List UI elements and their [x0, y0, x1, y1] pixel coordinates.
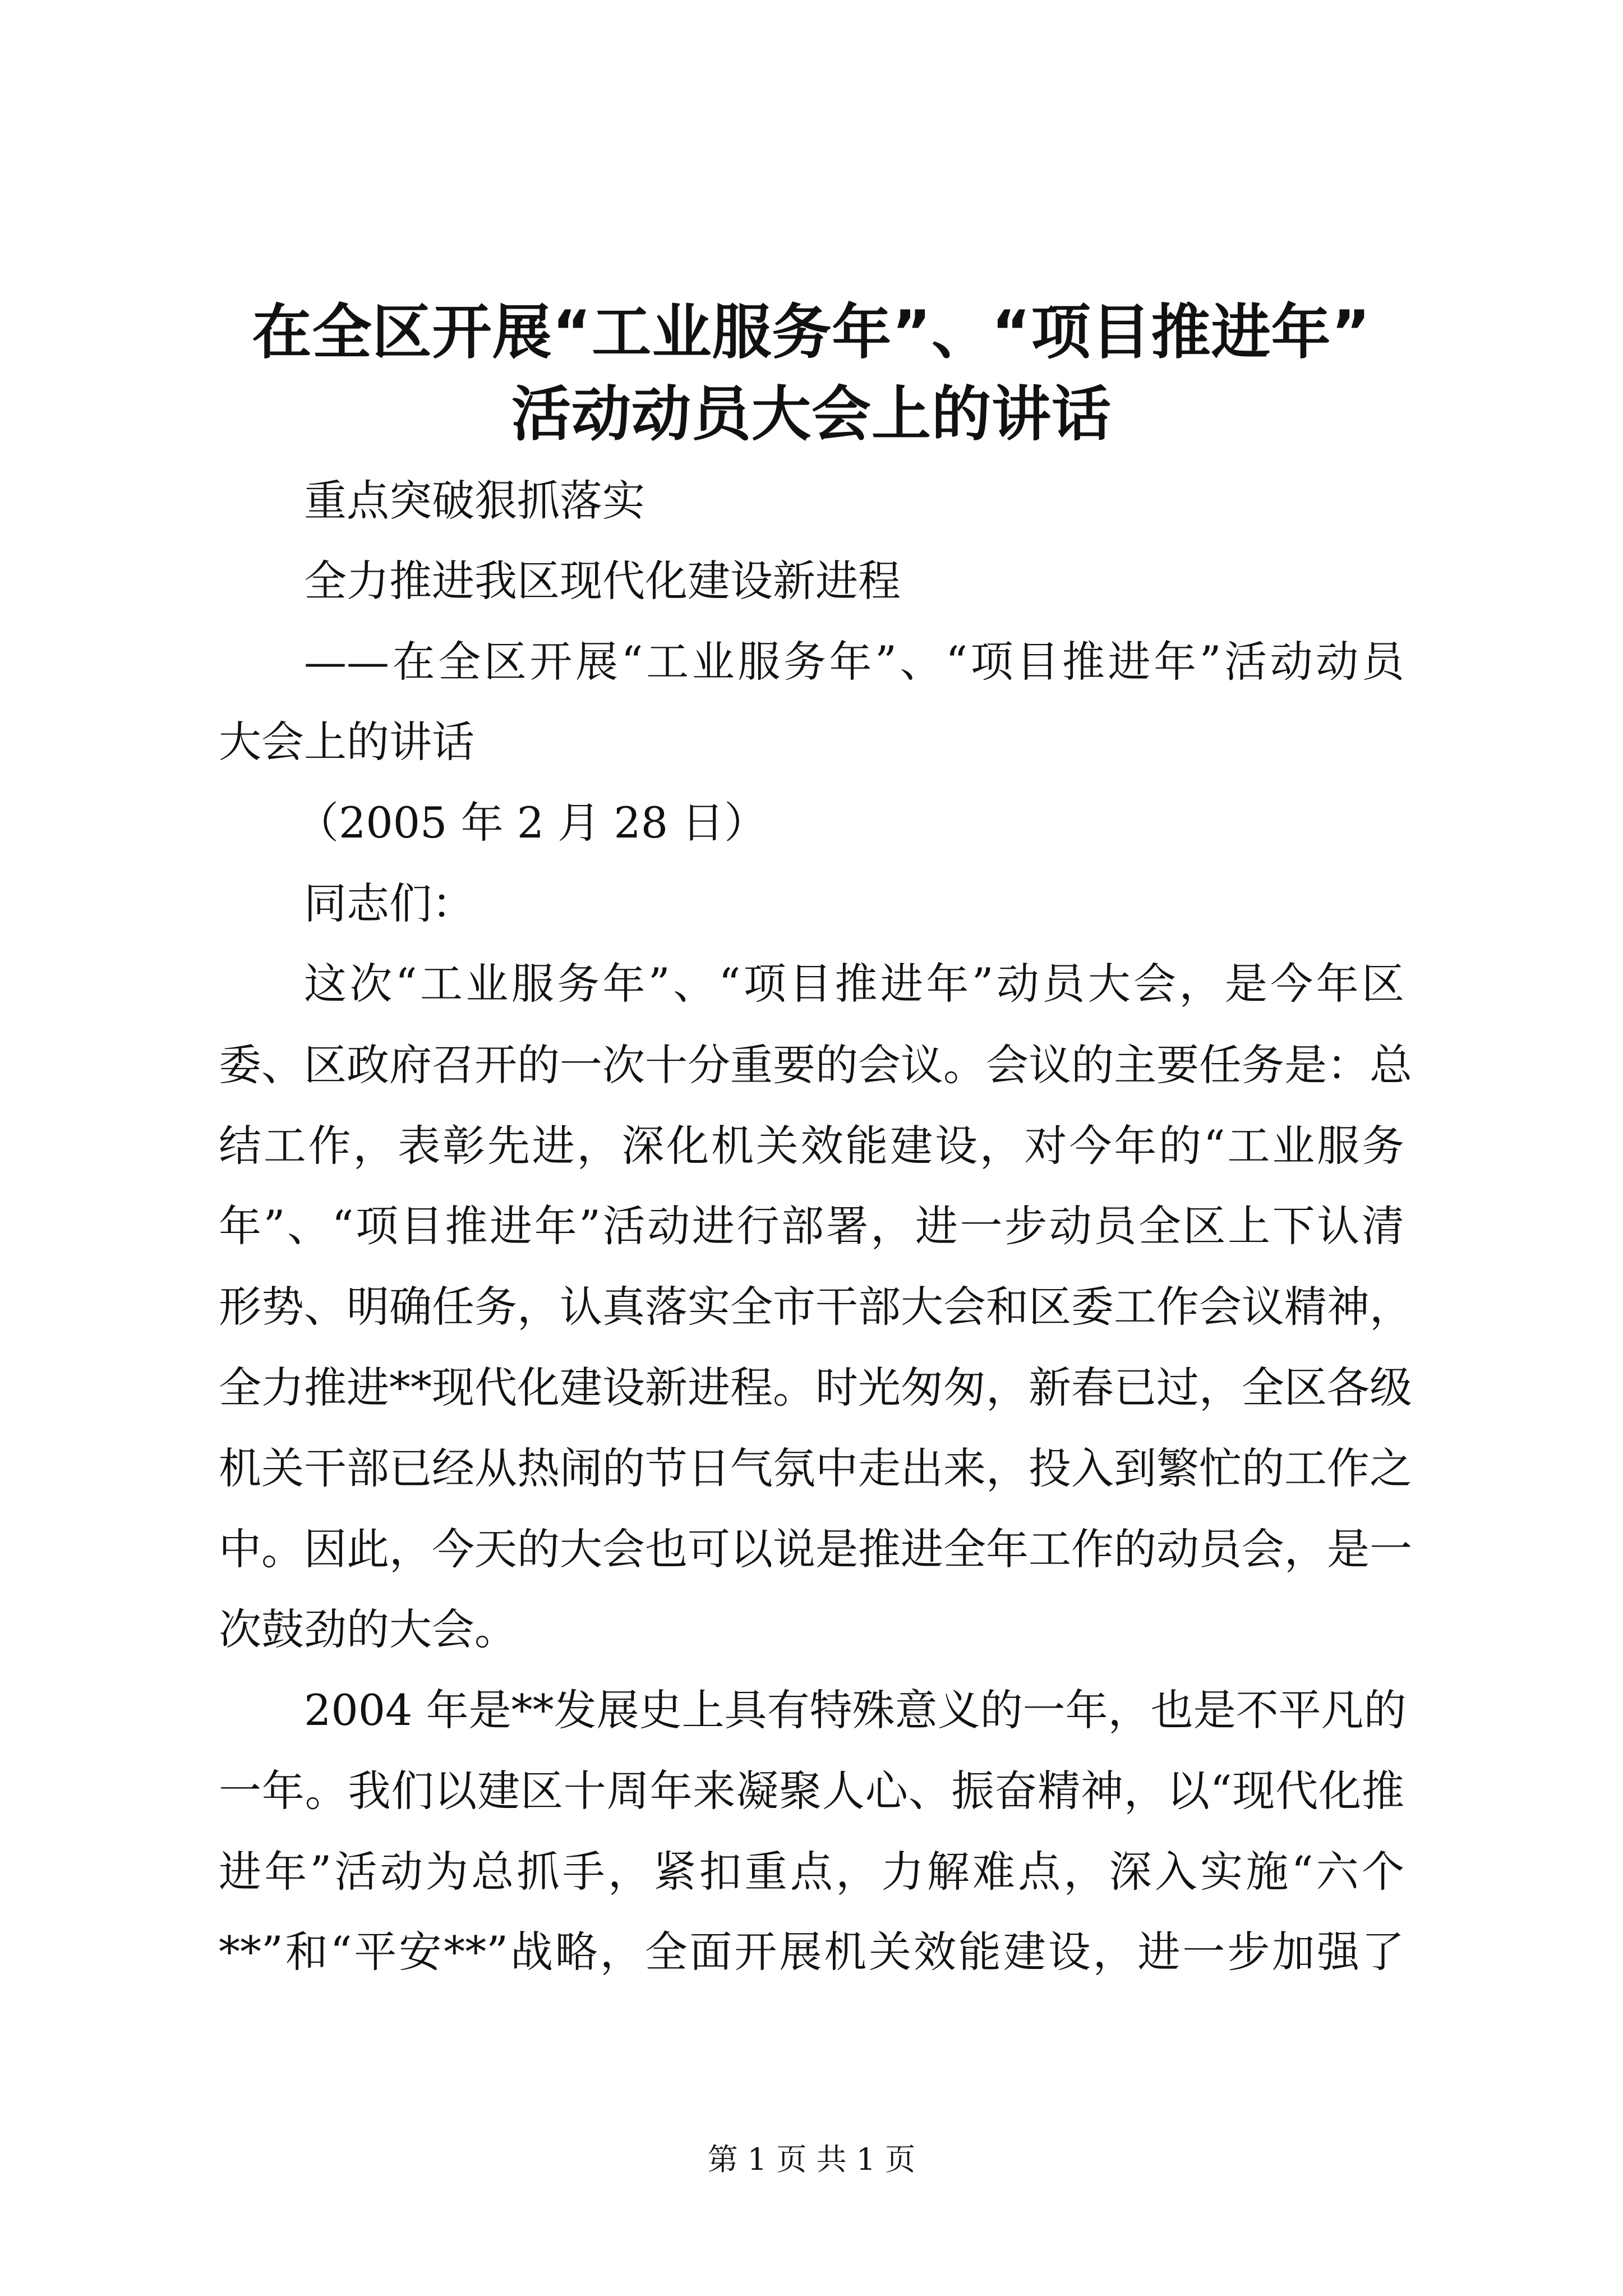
- subtitle-line-4: 大会上的讲话: [219, 717, 474, 767]
- speech-date: （2005 年 2 月 28 日）: [296, 798, 767, 848]
- paragraph-line: 2004 年是**发展史上具有特殊意义的一年，也是不平凡的: [304, 1685, 1407, 1735]
- paragraph-line: 次鼓劲的大会。: [219, 1604, 517, 1654]
- paragraph-line: 一年。我们以建区十周年来凝聚人心、振奋精神，以“现代化推: [219, 1766, 1404, 1816]
- paragraph-line: 结工作，表彰先进，深化机关效能建设，对今年的“工业服务: [219, 1121, 1404, 1171]
- document-title-line-1: 在全区开展“工业服务年”、“项目推进年”: [252, 298, 1371, 367]
- paragraph-line: 进年”活动为总抓手，紧扣重点，力解难点，深入实施“六个: [219, 1847, 1404, 1897]
- document-title-line-2: 活动动员大会上的讲话: [511, 380, 1112, 449]
- subtitle-line-1: 重点突破狠抓落实: [304, 476, 645, 526]
- paragraph-line: 形势、明确任务，认真落实全市干部大会和区委工作会议精神，: [219, 1282, 1412, 1332]
- page-number-footer: 第 1 页 共 1 页: [707, 2142, 916, 2177]
- paragraph-line: 全力推进**现代化建设新进程。时光匆匆，新春已过，全区各级: [219, 1363, 1412, 1412]
- subtitle-line-2: 全力推进我区现代化建设新进程: [304, 556, 901, 606]
- paragraph-line: **”和“平安**”战略，全面开展机关效能建设，进一步加强了: [219, 1927, 1404, 1977]
- paragraph-line: 委、区政府召开的一次十分重要的会议。会议的主要任务是：总: [219, 1040, 1412, 1090]
- paragraph-line: 中。因此，今天的大会也可以说是推进全年工作的动员会，是一: [219, 1524, 1412, 1574]
- paragraph-line: 这次“工业服务年”、“项目推进年”动员大会，是今年区: [304, 959, 1404, 1009]
- paragraph-line: 机关干部已经从热闹的节日气氛中走出来，投入到繁忙的工作之: [219, 1443, 1412, 1493]
- salutation: 同志们：: [304, 878, 474, 928]
- paragraph-line: 年”、“项目推进年”活动进行部署，进一步动员全区上下认清: [219, 1201, 1404, 1251]
- subtitle-line-3: ——在全区开展“工业服务年”、“项目推进年”活动动员: [304, 637, 1404, 687]
